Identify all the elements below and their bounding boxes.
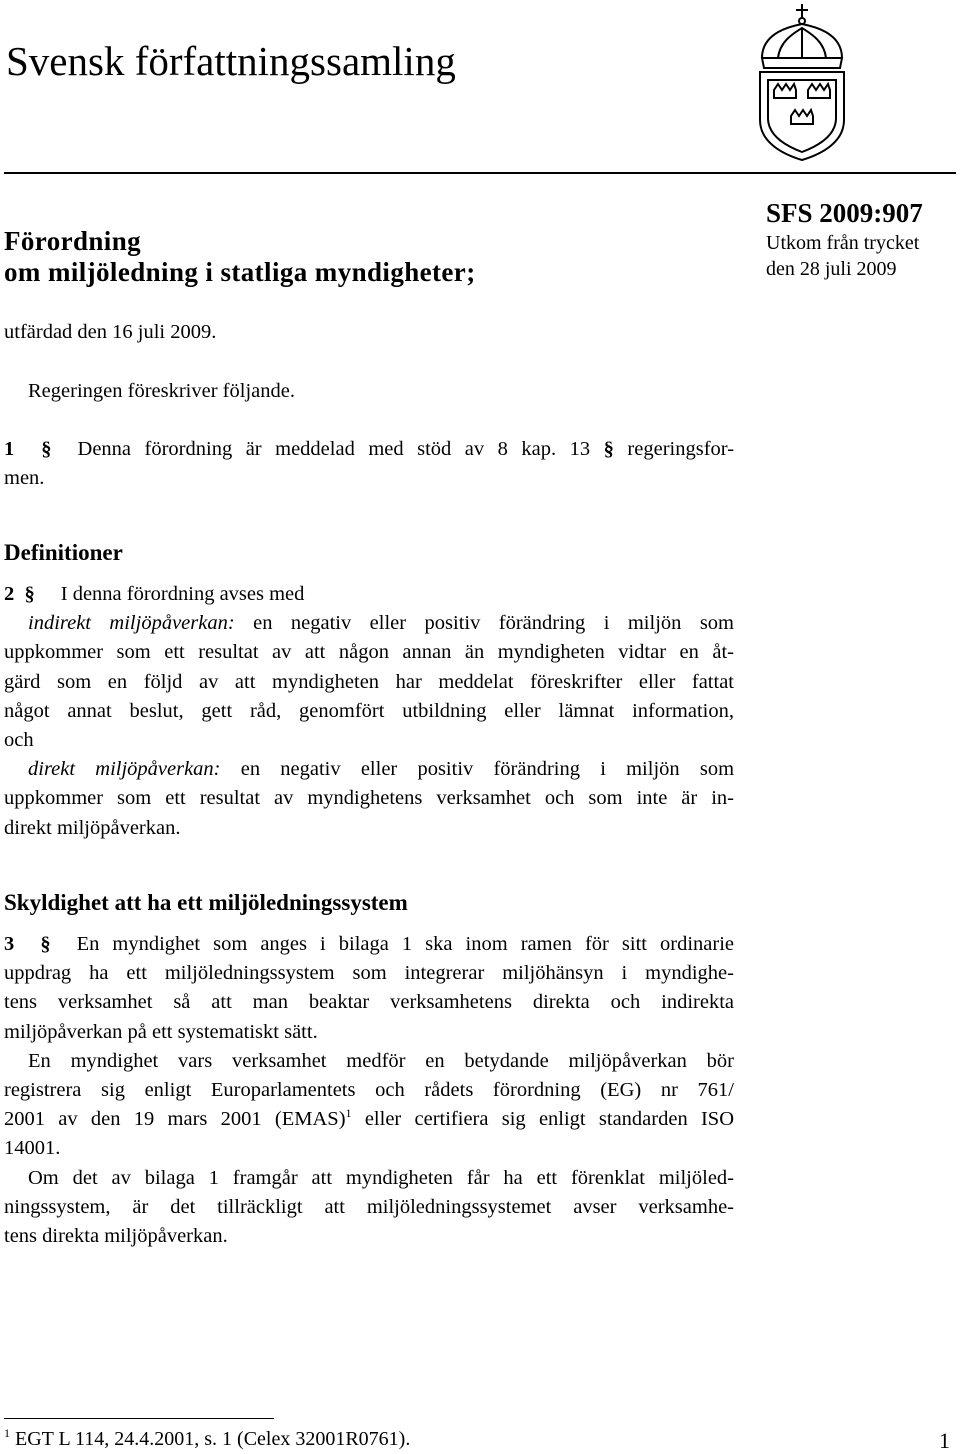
- footnote-rule: [4, 1418, 274, 1419]
- section-2-number: 2: [4, 583, 15, 605]
- heading-management-system: Skyldighet att ha ett miljöledningssystem: [4, 890, 408, 915]
- sfs-number: SFS 2009:907: [766, 198, 923, 228]
- issued-text: utfärdad den 16 juli 2009.: [4, 321, 217, 343]
- section-3-p2-text3a: 2001 av den 19 mars 2001 (EMAS): [4, 1108, 346, 1131]
- section-3-p2-line3: [4, 1105, 734, 1134]
- section-1-number: 1: [4, 438, 15, 460]
- section-3-p2-line4: 14001.: [4, 1137, 61, 1160]
- section-3: [4, 930, 734, 1251]
- section-3-p3-line3: tens direkta miljöpåverkan.: [4, 1225, 228, 1248]
- section-3-p2-line1: En myndighet vars verksamhet medför en betydande miljöpåverkan bör: [28, 1049, 734, 1072]
- section-1-text-end: regeringsfor-: [627, 438, 735, 460]
- section-2-intro: I denna förordning avses med: [60, 583, 305, 605]
- definition-2-line3: direkt miljöpåverkan.: [4, 816, 181, 839]
- definition-1-line4: något annat beslut, gett råd, genomfört utbildning eller lämnat information,: [4, 699, 734, 722]
- section-3-mark: §: [40, 933, 51, 955]
- section-1-line1: [4, 435, 734, 464]
- section-3-p1-line2: uppdrag ha ett miljöledningssystem som integrerar miljöhänsyn i myndighe-: [4, 962, 734, 985]
- document-title-line2: om miljöledning i statliga myndigheter;: [4, 257, 476, 287]
- definition-1-line2: uppkommer som ett resultat av att någon annan än myndigheten vidtar en åt-: [4, 641, 734, 664]
- published-line2: den 28 juli 2009: [766, 258, 897, 280]
- section-2: [4, 580, 734, 843]
- definition-2-text1: en negativ eller positiv förändring i miljön som: [240, 758, 735, 781]
- document-title: [4, 226, 476, 288]
- header-rule: [4, 172, 956, 174]
- section-3-p1-line3: tens verksamhet så att man beaktar verksamhetens direkta och indirekta: [4, 991, 734, 1014]
- section-2-mark: §: [24, 583, 35, 605]
- definition-1-text1: en negativ eller positiv förändring i miljön som: [253, 612, 735, 635]
- definition-1-line3: gärd som en följd av att myndigheten har meddelat föreskrifter eller fattat: [4, 670, 734, 693]
- preamble: [4, 377, 734, 406]
- footnote: [4, 1426, 410, 1452]
- section-1-line2: men.: [4, 467, 45, 490]
- published-line1: Utkom från trycket: [766, 232, 920, 254]
- section-3-p2-line2: registrera sig enligt Europarlamentets och rådets förordning (EG) nr 761/: [4, 1079, 734, 1102]
- page-number: 1: [939, 1428, 950, 1453]
- definition-2-line1: [4, 755, 734, 784]
- document-title-line1: Förordning: [4, 226, 142, 256]
- preamble-text: Regeringen föreskriver följande.: [28, 380, 295, 402]
- collection-title: Svensk författningssamling: [6, 38, 456, 84]
- section-3-p1-line1: [4, 930, 734, 959]
- footnote-text: EGT L 114, 24.4.2001, s. 1 (Celex 32001R0761).: [15, 1428, 411, 1450]
- footnote-ref: 1: [345, 1106, 352, 1121]
- section-3-p1-text1: En myndighet som anges i bilaga 1 ska inom ramen för sitt ordinarie: [76, 933, 734, 955]
- section-3-number: 3: [4, 933, 15, 955]
- term-indirect: indirekt miljöpåverkan:: [28, 612, 235, 635]
- definition-1-line5: och: [4, 729, 34, 752]
- section-3-p1-line4: miljöpåverkan på ett systematiskt sätt.: [4, 1020, 318, 1043]
- issued-date: [4, 318, 734, 347]
- section-3-p2-text3b: eller certifiera sig enligt standarden ISO: [364, 1108, 735, 1131]
- section-3-p3-line1: Om det av bilaga 1 framgår att myndigheten får ha ett förenklat miljöled-: [28, 1166, 734, 1189]
- section-1-inline-mark: §: [603, 438, 614, 460]
- swedish-coat-of-arms-icon: [752, 2, 852, 162]
- section-1-mark: §: [41, 438, 52, 460]
- footnote-number: 1: [4, 1426, 10, 1440]
- definition-1-line1: [4, 609, 734, 638]
- section-1-text: Denna förordning är meddelad med stöd av 8 kap. 13: [77, 438, 591, 460]
- definition-2-line2: uppkommer som ett resultat av myndighetens verksamhet och som inte är in-: [4, 787, 734, 810]
- term-direct: direkt miljöpåverkan:: [28, 758, 221, 781]
- heading-definitions: Definitioner: [4, 540, 123, 565]
- section-3-p3-line2: ningssystem, är det tillräckligt att miljöledningssystemet avser verksamhe-: [4, 1195, 734, 1218]
- section-2-intro-line: [4, 580, 734, 609]
- sfs-box: [766, 196, 956, 282]
- section-1: [4, 435, 734, 493]
